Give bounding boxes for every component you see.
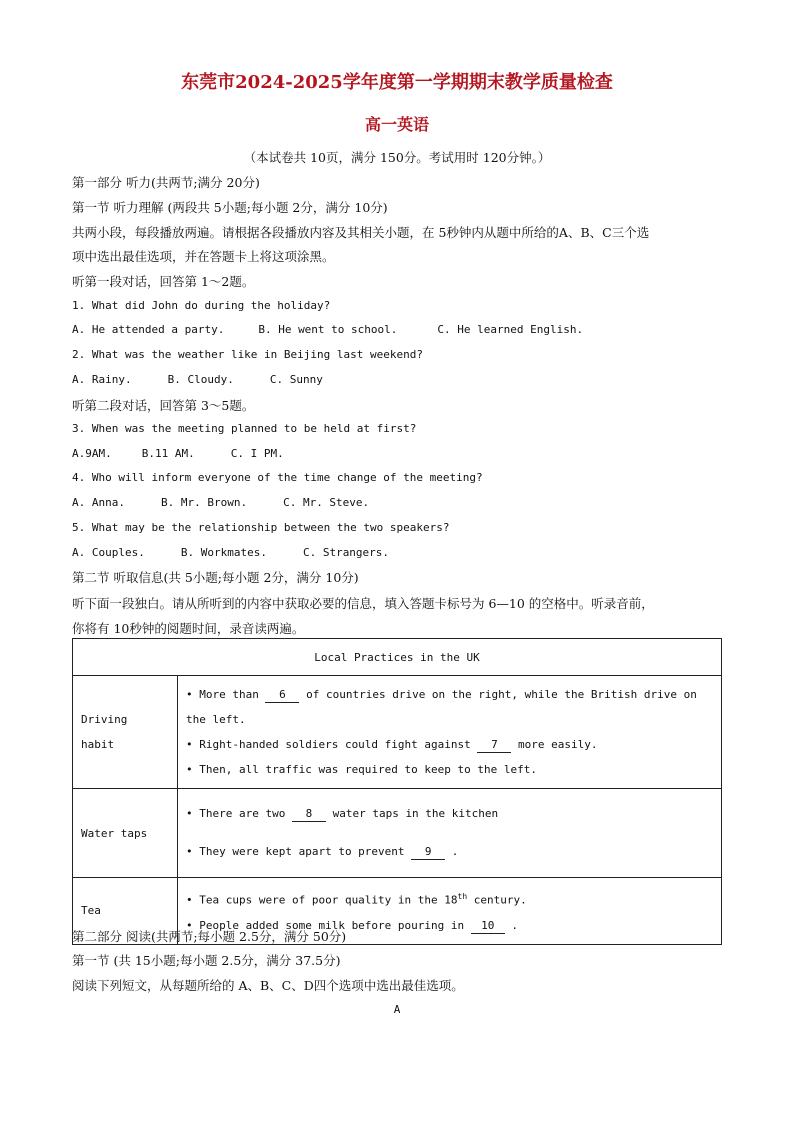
option-b: B. He went to school. (258, 323, 398, 336)
option-b: B. Mr. Brown. (160, 496, 248, 509)
table-item: • Tea cups were of poor quality in the 18th century. (186, 892, 527, 907)
category-line: habit (81, 738, 115, 751)
answer-blank-10: 10 (471, 919, 505, 934)
table-title: Local Practices in the UK (73, 639, 722, 676)
part1-section1-heading: 第一节 听力理解 (两段共 5小题;每小题 2分，满分 10分) (72, 200, 388, 215)
table-content-water-taps (178, 789, 722, 878)
answer-blank-9: 9 (411, 845, 445, 860)
option-a: A.9AM. (72, 447, 112, 460)
option-c: C. Mr. Steve. (283, 496, 370, 509)
part1-section2-instructions-line2: 你将有 10秒钟的阅题时间，录音读两遍。 (72, 621, 305, 636)
option-a: A. Anna. (72, 496, 125, 509)
part1-instructions-line2: 项中选出最佳选项，并在答题卡上将这项涂黑。 (72, 249, 335, 264)
option-b: B. Cloudy. (167, 373, 234, 386)
question-4: 4. Who will inform everyone of the time change of the meeting? (72, 471, 483, 484)
question-1-options (72, 323, 583, 336)
table-item: • They were kept apart to prevent 9 . (186, 845, 459, 858)
table-item: • There are two 8 water taps in the kitchen (186, 807, 499, 820)
table-row (73, 676, 722, 789)
option-a: A. Couples. (72, 546, 145, 559)
option-c: C. He learned English. (437, 323, 584, 336)
table-category-driving (73, 676, 178, 789)
answer-blank-7: 7 (477, 738, 511, 753)
part2-heading: 第二部分 阅读(共两节;每小题 2.5分，满分 50分) (72, 929, 347, 944)
question-5: 5. What may be the relationship between the two speakers? (72, 521, 450, 534)
dialogue1-intro: 听第一段对话，回答第 1～2题。 (72, 274, 255, 289)
part1-instructions-line1: 共两小段，每段播放两遍。请根据各段播放内容及其相关小题，在 5秒钟内从题中所给的A、B、C三个选 (72, 225, 650, 240)
table-item: • People added some milk before pouring in 10 . (186, 918, 519, 932)
answer-blank-6: 6 (265, 688, 299, 703)
part2-instructions: 阅读下列短文，从每题所给的 A、B、C、D四个选项中选出最佳选项。 (72, 978, 464, 993)
option-b: B.11 AM. (141, 447, 195, 460)
part1-section2-instructions-line1: 听下面一段独白。请从所听到的内容中获取必要的信息，填入答题卡标号为 6—10 的空格中。听录音前， (72, 596, 654, 611)
option-c: C. Sunny (269, 373, 323, 386)
table-row (73, 789, 722, 878)
part1-heading: 第一部分 听力(共两节;满分 20分) (72, 175, 260, 190)
passage-label: A (393, 1003, 401, 1016)
category-line: Driving (81, 713, 128, 726)
exam-note: （本试卷共 10页，满分 150分。考试用时 120分钟。） (243, 150, 551, 165)
exam-title: 东莞市2024-2025学年度第一学期期末教学质量检查 (181, 72, 613, 93)
question-3: 3. When was the meeting planned to be held at first? (72, 422, 417, 435)
local-practices-table (72, 638, 722, 945)
option-a: A. Rainy. (72, 373, 132, 386)
answer-blank-8: 8 (292, 807, 326, 822)
part2-section1-heading: 第一节 (共 15小题;每小题 2.5分，满分 37.5分) (72, 953, 341, 968)
table-item-continuation: the left. (186, 713, 246, 726)
option-c: C. Strangers. (302, 546, 390, 559)
option-c: C. I PM. (230, 447, 284, 460)
option-b: B. Workmates. (180, 546, 267, 559)
dialogue2-intro: 听第二段对话，回答第 3～5题。 (72, 398, 255, 413)
question-1: 1. What did John do during the holiday? (72, 299, 331, 312)
table-category-tea: Tea (73, 878, 178, 945)
question-2: 2. What was the weather like in Beijing last weekend? (72, 348, 423, 361)
question-3-options (72, 447, 284, 460)
table-content-driving (178, 676, 722, 789)
table-header-row (73, 639, 722, 676)
exam-subtitle: 高一英语 (364, 115, 429, 134)
option-a: A. He attended a party. (72, 323, 225, 336)
table-item: • Then, all traffic was required to keep to the left. (186, 763, 537, 776)
table-category-water-taps: Water taps (73, 789, 178, 878)
part1-section2-heading: 第二节 听取信息(共 5小题;每小题 2分，满分 10分) (72, 570, 359, 585)
table-item: • Right-handed soldiers could fight against 7 more easily. (186, 738, 598, 751)
table-item: • More than 6 of countries drive on the right, while the British drive on (186, 688, 697, 701)
question-5-options (72, 546, 389, 559)
question-4-options (72, 496, 369, 509)
question-2-options (72, 373, 323, 386)
